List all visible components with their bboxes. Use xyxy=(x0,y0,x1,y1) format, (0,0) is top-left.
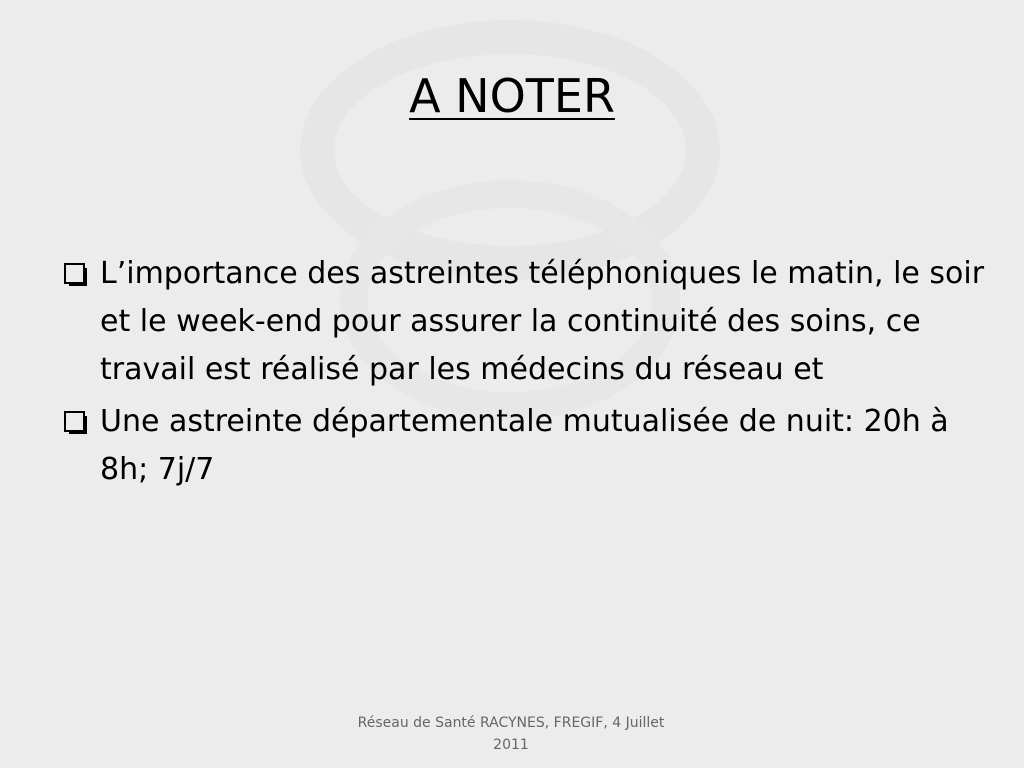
bullet-item xyxy=(62,250,992,394)
checkbox-square-icon xyxy=(62,250,96,298)
watermark-ring xyxy=(300,20,720,280)
slide-footer: Réseau de Santé RACYNES, FREGIF, 4 Juillet 2011 xyxy=(357,715,665,753)
bullet-text: Une astreinte départementale mutualisée de nuit: 20h à 8h; 7j/7 xyxy=(100,404,949,487)
slide-title-text: A NOTER xyxy=(409,69,615,123)
bullet-item xyxy=(62,398,992,494)
bullet-list xyxy=(62,250,992,498)
bullet-text: L’importance des astreintes téléphoniques le matin, le soir et le week-end pour assurer la continuité des soins, ce travail est réalisé par les médecins du réseau et xyxy=(100,256,985,387)
checkbox-square-icon xyxy=(62,398,96,446)
slide-title xyxy=(0,66,1024,126)
